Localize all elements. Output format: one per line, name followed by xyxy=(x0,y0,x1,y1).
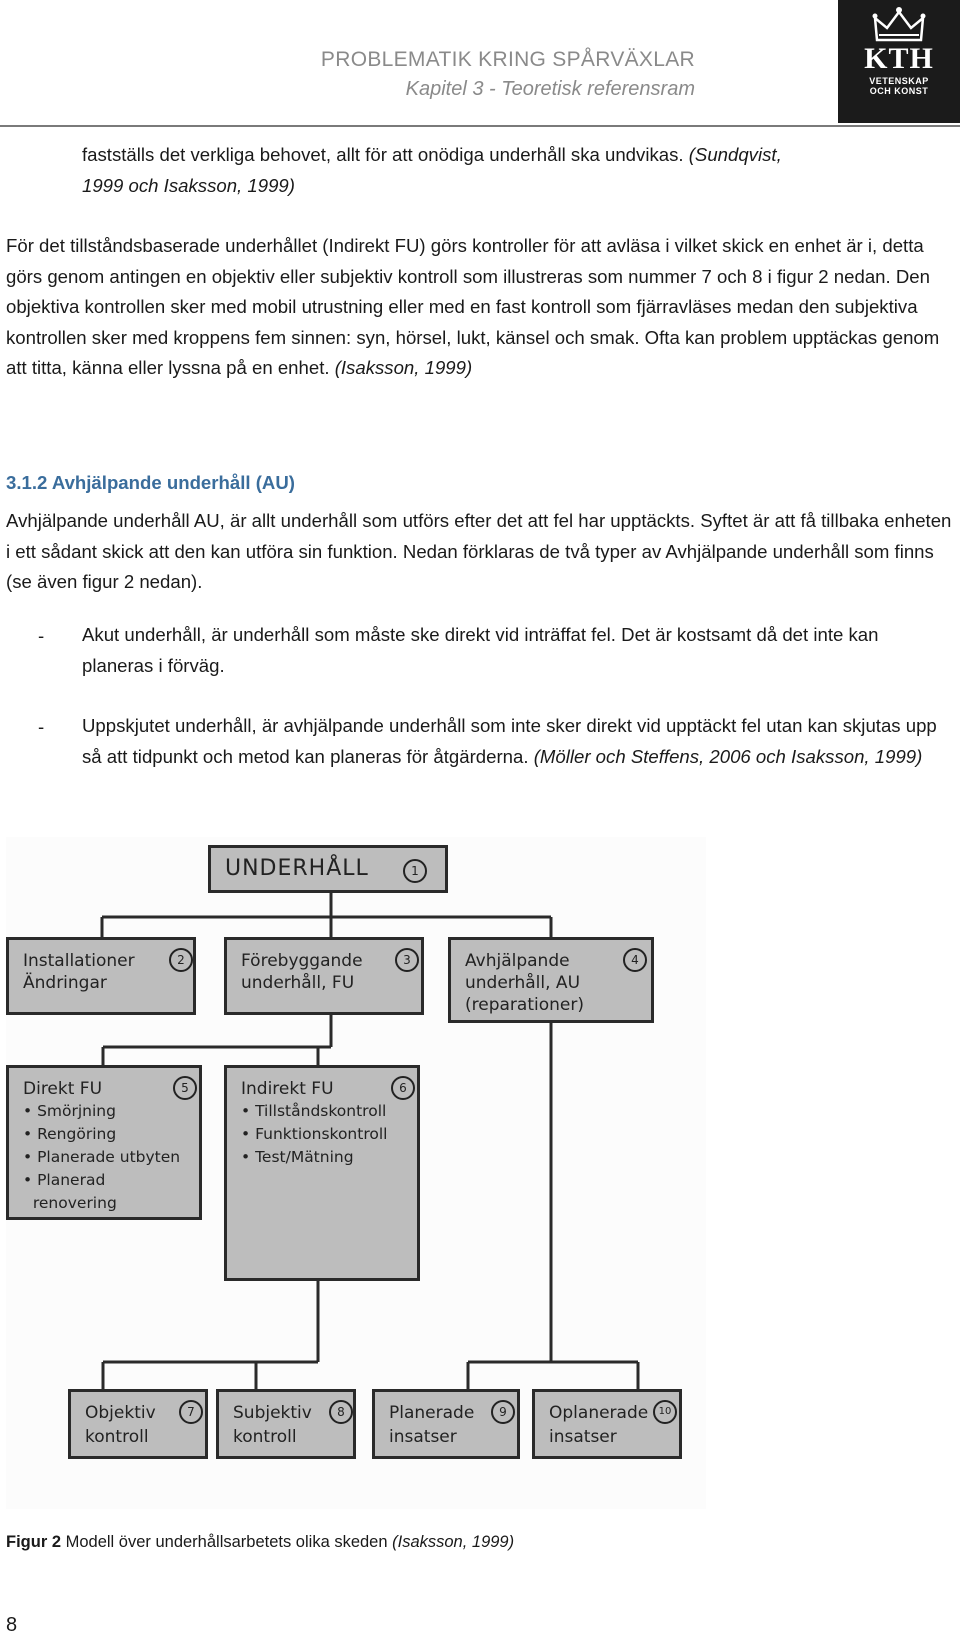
circled-number: 1 xyxy=(403,859,427,883)
paragraph-text: fastställs det verkliga behovet, allt för att onödiga underhåll ska undvikas. xyxy=(82,144,684,165)
list-item: renovering xyxy=(23,1194,117,1212)
list-item: • Planerade utbyten xyxy=(23,1148,181,1166)
list-item: • Smörjning xyxy=(23,1102,116,1120)
box-title: Avhjälpande xyxy=(465,951,570,971)
crown-icon xyxy=(871,6,927,44)
citation: (Isaksson, 1999) xyxy=(334,357,473,378)
box-title: Oplanerade xyxy=(549,1403,649,1423)
box-title: (reparationer) xyxy=(465,995,584,1015)
box-title: kontroll xyxy=(85,1427,149,1447)
box-title: Ändringar xyxy=(23,973,107,993)
box-list xyxy=(23,1100,180,1215)
maintenance-diagram xyxy=(6,837,706,1509)
diagram-box-installationer xyxy=(6,937,196,1015)
circled-number: 9 xyxy=(491,1400,515,1424)
list-item: • Tillståndskontroll xyxy=(241,1102,387,1120)
caption-text: Modell över underhållsarbetets olika skeden xyxy=(61,1533,393,1551)
circled-number: 7 xyxy=(179,1400,203,1424)
box-title: kontroll xyxy=(233,1427,297,1447)
header-divider xyxy=(0,125,960,127)
circled-number: 3 xyxy=(395,948,419,972)
list-item: • Rengöring xyxy=(23,1125,117,1143)
paragraph-indirect-fu xyxy=(6,231,954,384)
figure-caption xyxy=(6,1533,514,1552)
section-heading: 3.1.2 Avhjälpande underhåll (AU) xyxy=(6,472,295,493)
diagram-box-indirekt-fu xyxy=(224,1065,420,1281)
box-title: Planerade xyxy=(389,1403,475,1423)
box-title: Installationer xyxy=(23,951,135,971)
box-title: UNDERHÅLL xyxy=(225,856,369,881)
list-item: • Test/Mätning xyxy=(241,1148,354,1166)
citation: (Sundqvist, xyxy=(688,144,782,165)
diagram-box-subjektiv xyxy=(216,1389,356,1459)
box-title: underhåll, AU xyxy=(465,973,581,993)
running-header-chapter: Kapitel 3 - Teoretisk referensram xyxy=(405,78,695,100)
paragraph-text: För det tillståndsbaserade underhållet (Indirekt FU) görs kontroller för att avläsa i vilket skick en enhet är i, detta görs genom antingen en objektiv eller subjektiv kontroll som illustreras som nummer 7 och 8 i figur 2 nedan. Den objektiva kontrollen sker med mobil utrustning eller med en fast kontroll som fjärravläses medan den subjektiva kontrollen sker med kroppens fem sinnen: syn, hörsel, lukt, känsel och smak. Ofta kan problem upptäckas genom att titta, känna eller lyssna på en enhet. xyxy=(6,235,940,378)
citation: 1999 och Isaksson, 1999) xyxy=(82,174,295,196)
bullet-deferred xyxy=(82,711,954,772)
box-list xyxy=(241,1100,387,1169)
logo-line-1: VETENSKAP xyxy=(869,76,929,86)
bullet-marker: - xyxy=(38,716,45,737)
diagram-box-underhall xyxy=(208,845,448,893)
box-title: Förebyggande xyxy=(241,951,363,971)
page-number: 8 xyxy=(6,1614,18,1636)
box-title: insatser xyxy=(549,1427,617,1447)
diagram-box-direkt-fu xyxy=(6,1065,202,1220)
circled-number: 10 xyxy=(653,1400,677,1424)
diagram-box-avhjalpande xyxy=(448,937,654,1023)
diagram-box-oplanerade xyxy=(532,1389,682,1459)
box-title: Direkt FU xyxy=(23,1079,103,1099)
caption-source: (Isaksson, 1999) xyxy=(392,1533,515,1551)
circled-number: 2 xyxy=(169,948,193,972)
caption-label: Figur 2 xyxy=(6,1533,62,1551)
paragraph-au: Avhjälpande underhåll AU, är allt underhåll som utförs efter det att fel har upptäckts. Syftet är att få tillbaka enheten i ett sådant skick att den kan utföra sin funktion. Nedan förklaras de två typer av Avhjälpande underhåll som finns (se även figur 2 nedan). xyxy=(6,510,952,592)
box-title: Indirekt FU xyxy=(241,1079,334,1099)
kth-logo xyxy=(838,0,960,123)
circled-number: 5 xyxy=(173,1076,197,1100)
circled-number: 4 xyxy=(623,948,647,972)
bullet-marker: - xyxy=(38,625,45,646)
logo-line-2: OCH KONST xyxy=(869,86,929,96)
box-title: underhåll, FU xyxy=(241,973,355,993)
paragraph-continued xyxy=(82,140,954,201)
box-title: insatser xyxy=(389,1427,457,1447)
diagram-box-objektiv xyxy=(68,1389,208,1459)
list-item: • Funktionskontroll xyxy=(241,1125,388,1143)
box-title: Subjektiv xyxy=(233,1403,312,1423)
paragraph-text: Uppskjutet underhåll, är avhjälpande underhåll som inte sker direkt vid upptäckt fel utan kan skjutas upp så att tidpunkt och metod kan planeras för åtgärderna. xyxy=(82,715,937,767)
running-header-title: PROBLEMATIK KRING SPÅRVÄXLAR xyxy=(320,48,695,71)
diagram-box-planerade xyxy=(372,1389,520,1459)
circled-number: 6 xyxy=(391,1076,415,1100)
logo-text: KTH xyxy=(864,42,934,75)
circled-number: 8 xyxy=(329,1400,353,1424)
bullet-acute: Akut underhåll, är underhåll som måste ske direkt vid inträffat fel. Det är kostsamt då det inte kan planeras i förväg. xyxy=(82,624,879,676)
citation: (Möller och Steffens, 2006 och Isaksson, 1999) xyxy=(533,745,923,767)
diagram-box-forebyggande xyxy=(224,937,424,1015)
box-title: Objektiv xyxy=(85,1403,156,1423)
list-item: • Planerad xyxy=(23,1171,106,1189)
